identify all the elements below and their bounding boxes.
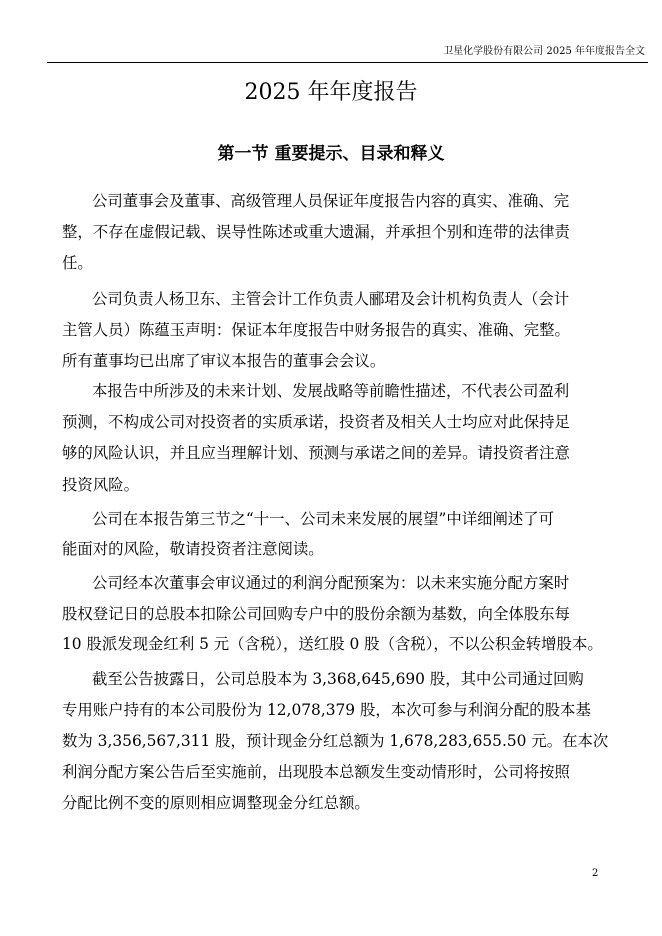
paragraph-line: 投资风险。 bbox=[62, 476, 139, 494]
paragraph-line: 10 股派发现金红利 5 元（含税），送红股 0 股（含税），不以公积金转增股本。 bbox=[62, 635, 603, 653]
paragraph-line: 所有董事均已出席了审议本报告的董事会会议。 bbox=[62, 352, 386, 370]
page-number: 2 bbox=[592, 868, 599, 879]
paragraph-line: 公司负责人杨卫东、主管会计工作负责人郦珺及会计机构负责人（会计 bbox=[92, 290, 570, 308]
paragraph-line: 预测，不构成公司对投资者的实质承诺，投资者及相关人士均应对此保持足 bbox=[62, 413, 570, 431]
paragraph-line: 公司在本报告第三节之“十一、公司未来发展的展望”中详细阐述了可 bbox=[92, 510, 555, 528]
paragraph-line: 截至公告披露日，公司总股本为 3,368,645,690 股，其中公司通过回购 bbox=[92, 670, 584, 688]
paragraph-line: 能面对的风险，敬请投资者注意阅读。 bbox=[62, 540, 324, 558]
paragraph-line: 整，不存在虚假记载、误导性陈述或重大遗漏，并承担个别和连带的法律责 bbox=[62, 223, 570, 241]
paragraph-line: 公司经本次董事会审议通过的利润分配预案为：以未来实施分配方案时 bbox=[92, 574, 570, 592]
paragraph-line: 分配比例不变的原则相应调整现金分红总额。 bbox=[62, 794, 370, 812]
report-title: 2025 年年度报告 bbox=[244, 80, 418, 105]
paragraph-line: 够的风险认识，并且应当理解计划、预测与承诺之间的差异。请投资者注意 bbox=[62, 444, 570, 462]
paragraph-line: 股权登记日的总股本扣除公司回购专户中的股份余额为基数，向全体股东每 bbox=[62, 605, 570, 623]
paragraph-line: 本报告中所涉及的未来计划、发展战略等前瞻性描述，不代表公司盈利 bbox=[92, 382, 570, 400]
paragraph-line: 专用账户持有的本公司股份为 12,078,379 股，本次可参与利润分配的股本基 bbox=[62, 701, 591, 719]
header-rule bbox=[47, 62, 648, 63]
section-heading: 第一节 重要提示、目录和释义 bbox=[217, 144, 445, 164]
paragraph-line: 主管人员）陈蕴玉声明：保证本年度报告中财务报告的真实、准确、完整。 bbox=[62, 321, 570, 339]
paragraph-line: 公司董事会及董事、高级管理人员保证年度报告内容的真实、准确、完 bbox=[92, 192, 570, 210]
paragraph-line: 数为 3,356,567,311 股，预计现金分红总额为 1,678,283,655.50 元。在本次 bbox=[62, 732, 609, 750]
paragraph-line: 利润分配方案公告后至实施前，出现股本总额发生变动情形时，公司将按照 bbox=[62, 763, 570, 781]
paragraph-line: 任。 bbox=[62, 254, 93, 272]
running-header: 卫星化学股份有限公司 2025 年年度报告全文 bbox=[443, 46, 645, 57]
